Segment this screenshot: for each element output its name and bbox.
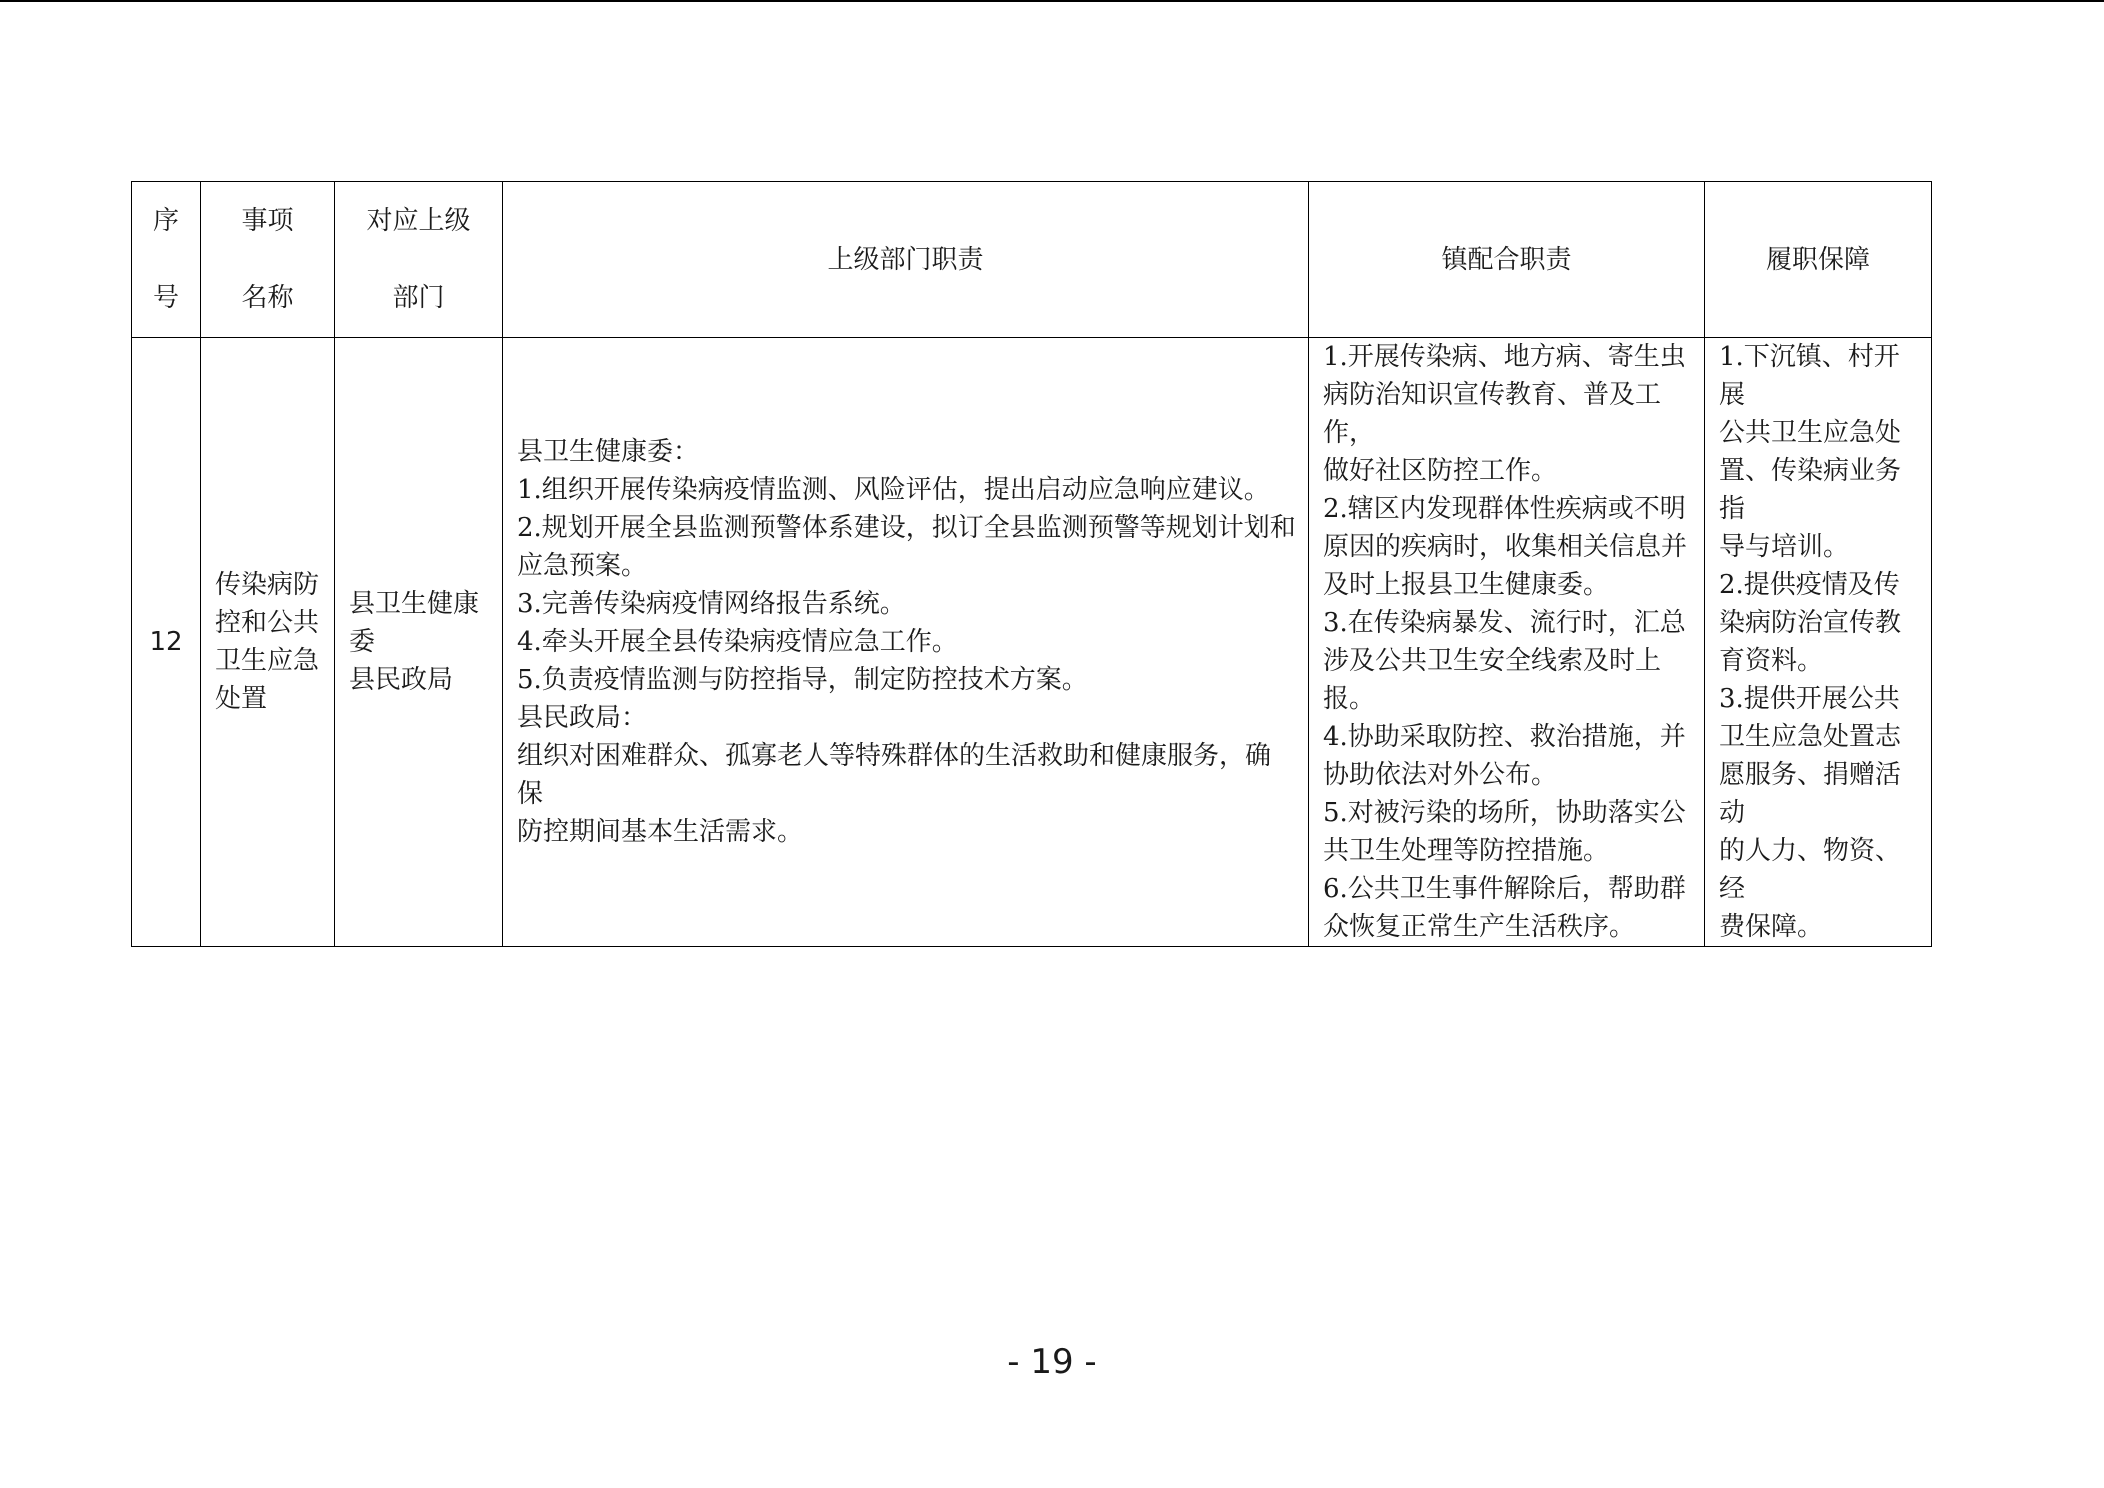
- item-line: 控和公共: [215, 608, 320, 638]
- upper-line: 县卫生健康委：: [517, 437, 700, 467]
- header-upper-dept: [335, 182, 503, 338]
- upper-line: 4.牵头开展全县传染病疫情应急工作。: [517, 627, 958, 657]
- town-line: 1.开展传染病、地方病、寄生虫: [1323, 342, 1686, 372]
- responsibility-table: [131, 181, 1932, 947]
- dept-line: 委: [349, 627, 376, 657]
- guarantee-line: 卫生应急处置志: [1719, 722, 1902, 752]
- row-upper-responsibility: [503, 338, 1309, 947]
- item-line: 处置: [215, 684, 268, 714]
- upper-line: 组织对困难群众、孤寡老人等特殊群体的生活救助和健康服务，确保: [517, 741, 1272, 809]
- town-line: 共卫生处理等防控措施。: [1323, 836, 1610, 866]
- dept-line: 县民政局: [349, 665, 454, 695]
- guarantee-line: 1.下沉镇、村开展: [1719, 342, 1900, 410]
- header-dept-line-2: 部门: [392, 283, 445, 313]
- town-line: 4.协助采取防控、救治措施，并: [1323, 722, 1686, 752]
- guarantee-line: 的人力、物资、经: [1719, 836, 1902, 904]
- guarantee-line: 导与培训。: [1719, 532, 1850, 562]
- guarantee-line: 2.提供疫情及传: [1719, 570, 1900, 600]
- guarantee-line: 3.提供开展公共: [1719, 684, 1900, 714]
- page-number: - 19 -: [1007, 1342, 1097, 1382]
- item-line: 卫生应急: [215, 646, 320, 676]
- town-line: 6.公共卫生事件解除后，帮助群: [1323, 874, 1686, 904]
- guarantee-line: 费保障。: [1719, 912, 1824, 942]
- header-seq: [132, 182, 201, 338]
- town-line: 报。: [1323, 684, 1376, 714]
- town-line: 原因的疾病时，收集相关信息并: [1323, 532, 1688, 562]
- guarantee-line: 染病防治宣传教: [1719, 608, 1902, 638]
- header-town-responsibility: 镇配合职责: [1309, 182, 1705, 338]
- row-town-responsibility: [1309, 338, 1705, 947]
- row-upper-dept: [335, 338, 503, 947]
- table-header-row: [132, 182, 1932, 338]
- header-item-name: [201, 182, 335, 338]
- header-item-line-1: 事项: [241, 206, 294, 236]
- upper-line: 5.负责疫情监测与防控指导，制定防控技术方案。: [517, 665, 1088, 695]
- header-item-line-2: 名称: [241, 283, 294, 313]
- town-line: 2.辖区内发现群体性疾病或不明: [1323, 494, 1686, 524]
- upper-line: 防控期间基本生活需求。: [517, 817, 804, 847]
- town-line: 及时上报县卫生健康委。: [1323, 570, 1610, 600]
- guarantee-line: 置、传染病业务指: [1719, 456, 1902, 524]
- town-line: 5.对被污染的场所，协助落实公: [1323, 798, 1686, 828]
- header-seq-line-1: 序: [152, 206, 179, 236]
- town-line: 涉及公共卫生安全线索及时上: [1323, 646, 1662, 676]
- town-line: 协助依法对外公布。: [1323, 760, 1558, 790]
- dept-line: 县卫生健康: [349, 589, 480, 619]
- upper-line: 3.完善传染病疫情网络报告系统。: [517, 589, 906, 619]
- upper-line: 应急预案。: [517, 551, 648, 581]
- header-dept-line-1: 对应上级: [366, 206, 471, 236]
- guarantee-line: 育资料。: [1719, 646, 1824, 676]
- upper-line: 1.组织开展传染病疫情监测、风险评估，提出启动应急响应建议。: [517, 475, 1270, 505]
- town-line: 众恢复正常生产生活秩序。: [1323, 912, 1636, 942]
- guarantee-line: 公共卫生应急处: [1719, 418, 1902, 448]
- guarantee-line: 愿服务、捐赠活动: [1719, 760, 1902, 828]
- header-seq-line-2: 号: [152, 283, 179, 313]
- header-upper-responsibility: 上级部门职责: [503, 182, 1309, 338]
- row-duty-guarantee: [1705, 338, 1932, 947]
- upper-line: 2.规划开展全县监测预警体系建设，拟订全县监测预警等规划计划和: [517, 513, 1296, 543]
- header-duty-guarantee: 履职保障: [1705, 182, 1932, 338]
- town-line: 做好社区防控工作。: [1323, 456, 1558, 486]
- town-line: 3.在传染病暴发、流行时，汇总: [1323, 608, 1686, 638]
- item-line: 传染病防: [215, 570, 320, 600]
- row-item-name: [201, 338, 335, 947]
- table-row: [132, 338, 1932, 947]
- row-seq: 12: [132, 338, 201, 947]
- upper-line: 县民政局：: [517, 703, 648, 733]
- town-line: 病防治知识宣传教育、普及工作，: [1323, 380, 1662, 448]
- top-border-rule: [0, 0, 2104, 2]
